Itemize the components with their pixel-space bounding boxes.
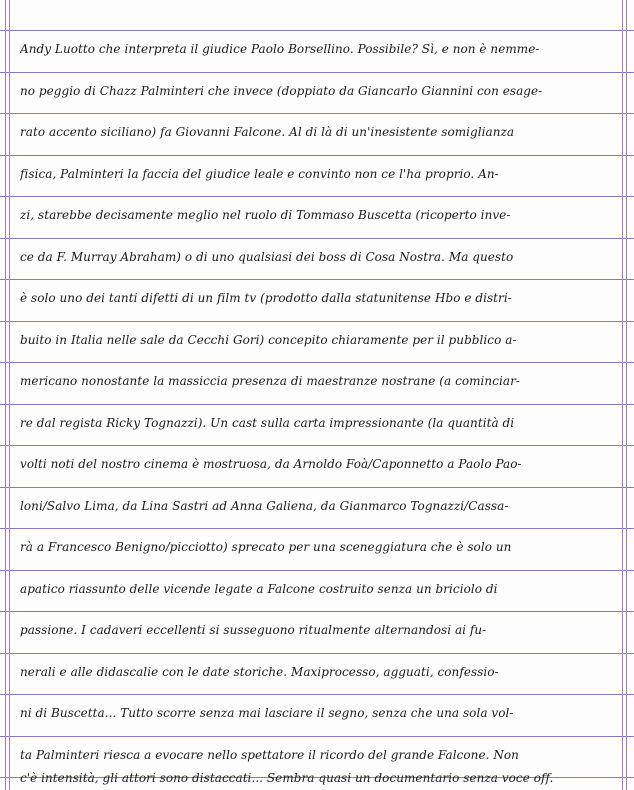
ruled-line	[0, 30, 634, 31]
text-line-11: volti noti del nostro cinema è mostruosa, da Arnoldo Foà/Caponnetto a Paolo Pao-	[20, 457, 522, 471]
text-line-15: passione. I cadaveri eccellenti si susseguono ritualmente alternandosi ai fu-	[20, 623, 487, 637]
left-margin-line-inner	[9, 0, 10, 790]
text-line-14: apatico riassunto delle vicende legate a Falcone costruito senza un briciolo di	[20, 582, 498, 596]
text-line-1: Andy Luotto che interpreta il giudice Paolo Borsellino. Possibile? Sì, e non è nemme-	[20, 42, 540, 56]
text-line-12: loni/Salvo Lima, da Lina Sastri ad Anna Galiena, da Gianmarco Tognazzi/Cassa-	[20, 499, 509, 513]
text-line-18: ta Palminteri riesca a evocare nello spettatore il ricordo del grande Falcone. Non	[20, 748, 519, 762]
text-line-6: ce da F. Murray Abraham) o di uno qualsiasi dei boss di Cosa Nostra. Ma questo	[20, 250, 514, 264]
ruled-line	[0, 570, 634, 571]
ruled-line	[0, 528, 634, 529]
text-line-10: re dal regista Ricky Tognazzi). Un cast sulla carta impressionante (la quantità di	[20, 416, 515, 430]
text-line-3: rato accento siciliano) fa Giovanni Falcone. Al di là di un'inesistente somiglianza	[20, 125, 515, 139]
text-line-13: rà a Francesco Benigno/picciotto) sprecato per una sceneggiatura che è solo un	[20, 540, 512, 554]
ruled-line	[0, 736, 634, 737]
text-line-7: è solo uno dei tanti difetti di un film tv (prodotto dalla statunitense Hbo e distri-	[20, 291, 512, 305]
ruled-line	[0, 279, 634, 280]
ruled-line	[0, 362, 634, 363]
text-line-9: mericano nonostante la massiccia presenza di maestranze nostrane (a cominciar-	[20, 374, 520, 388]
ruled-line	[0, 72, 634, 73]
ruled-line	[0, 611, 634, 612]
ruled-line	[0, 196, 634, 197]
ruled-line	[0, 694, 634, 695]
ruled-line	[0, 404, 634, 405]
ruled-line	[0, 113, 634, 114]
ruled-line	[0, 445, 634, 446]
ruled-line	[0, 238, 634, 239]
ruled-line	[0, 487, 634, 488]
left-margin-line	[5, 0, 6, 790]
text-line-2: no peggio di Chazz Palminteri che invece (doppiato da Giancarlo Giannini con esage-	[20, 84, 543, 98]
text-line-17: ni di Buscetta... Tutto scorre senza mai lasciare il segno, senza che una sola vol-	[20, 706, 514, 720]
text-line-16: nerali e alle didascalie con le date storiche. Maxiprocesso, agguati, confessio-	[20, 665, 499, 679]
ruled-line	[0, 653, 634, 654]
text-line-4: fisica, Palminteri la faccia del giudice leale e convinto non ce l'ha proprio. An-	[20, 167, 499, 181]
ruled-line	[0, 155, 634, 156]
text-line-8: buito in Italia nelle sale da Cecchi Gori) concepito chiaramente per il pubblico a-	[20, 333, 517, 347]
text-line-5: zi, starebbe decisamente meglio nel ruolo di Tommaso Buscetta (ricoperto inve-	[20, 208, 511, 222]
ruled-line	[0, 321, 634, 322]
text-line-19: c'è intensità, gli attori sono distaccati... Sembra quasi un documentario senza voce off.	[20, 771, 554, 785]
